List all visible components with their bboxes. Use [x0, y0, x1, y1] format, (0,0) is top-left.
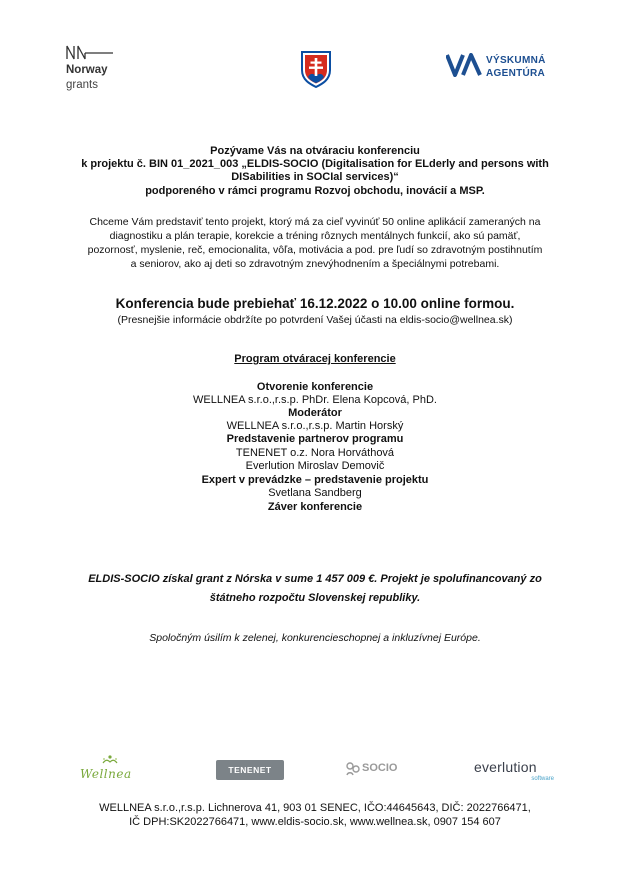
- program-item-closing: Záver konferencie: [267, 501, 363, 513]
- research-agency-logo: [446, 52, 576, 82]
- intro-line3: pozornosť, myslenie, reč, emocionalita, vôľa, motivácia a pod. pre ľudí so zdravotným postihnutím: [87, 244, 543, 256]
- grant-line2: štátneho rozpočtu Slovenskej republiky.: [209, 592, 421, 604]
- norway-grants-logo: [66, 44, 126, 94]
- wellnea-wordmark: Wellnea: [80, 767, 132, 781]
- wellnea-logo: [78, 754, 144, 784]
- socio-wordmark: SOCIO: [362, 762, 398, 774]
- footer-address-line2: IČ DPH:SK2022766471, www.eldis-socio.sk, www.wellnea.sk, 0907 154 607: [129, 816, 501, 828]
- invitation-line2: k projektu č. BIN 01_2021_003 „ELDIS-SOCIO (Digitalisation for ELderly and persons with: [81, 158, 549, 170]
- program-item-partner-everlution: Everlution Miroslav Demovič: [245, 460, 385, 472]
- invitation-line3: DISabilities in SOCIal services)“: [231, 171, 399, 183]
- invitation-line1: Pozývame Vás na otváraciu konferenciu: [210, 145, 420, 157]
- socio-logo: [345, 761, 415, 781]
- program-item-moderator-name: WELLNEA s.r.o.,r.s.p. Martin Horský: [226, 420, 404, 432]
- program-item-expert: Expert v prevádzke – predstavenie projektu: [201, 474, 429, 486]
- conference-headline: Konferencia bude prebiehať 16.12.2022 o 10.00 online formou.: [115, 296, 515, 311]
- program-item-partner-tenenet: TENENET o.z. Nora Horváthová: [235, 447, 395, 459]
- program-item-moderator: Moderátor: [288, 407, 342, 419]
- norway-grants-icon: [66, 44, 114, 60]
- norway-label: Norway: [66, 64, 108, 76]
- invitation-line4: podporeného v rámci programu Rozvoj obchodu, inovácií a MSP.: [145, 185, 485, 197]
- intro-line4: a seniorov, ako aj deti so zdravotným znevýhodnením a špeciálnymi potrebami.: [130, 258, 500, 270]
- agency-name-line2: AGENTÚRA: [486, 68, 546, 79]
- program-item-partners: Predstavenie partnerov programu: [226, 433, 404, 445]
- socio-people-icon: [345, 762, 361, 776]
- everlution-wordmark: everlution: [474, 759, 537, 775]
- tenenet-wordmark: TENENET: [228, 765, 272, 775]
- program-item-opening: Otvorenie konferencie: [256, 381, 374, 393]
- intro-line1: Chceme Vám predstaviť tento projekt, ktorý má za cieľ vyvinúť 50 online aplikácií zameraných na: [89, 216, 541, 228]
- tenenet-logo: [216, 760, 284, 780]
- everlution-logo: [474, 759, 556, 789]
- slogan: Spoločným úsilím k zelenej, konkurencieschopnej a inkluzívnej Európe.: [149, 632, 481, 644]
- agency-name-line1: VÝSKUMNÁ: [486, 55, 546, 66]
- conference-note: (Presnejšie informácie obdržíte po potvrdení Vašej účasti na eldis-socio@wellnea.sk): [117, 314, 513, 326]
- program-item-expert-name: Svetlana Sandberg: [268, 487, 362, 499]
- slovak-coat-of-arms: [300, 50, 332, 88]
- wellnea-leaf-icon: [100, 754, 120, 766]
- program-item-opening-speaker: WELLNEA s.r.o.,r.s.p. PhDr. Elena Kopcová, PhD.: [193, 394, 437, 406]
- agency-va-icon: [446, 53, 482, 77]
- grant-line1: ELDIS-SOCIO získal grant z Nórska v sume 1 457 009 €. Projekt je spolufinancovaný zo: [88, 573, 542, 585]
- everlution-subtitle: software: [531, 776, 554, 782]
- coat-of-arms-icon: [300, 50, 332, 88]
- program-title: Program otváracej konferencie: [234, 353, 396, 365]
- grants-label: grants: [66, 79, 98, 91]
- footer-address-line1: WELLNEA s.r.o.,r.s.p. Lichnerova 41, 903 01 SENEC, IČO:44645643, DIČ: 2022766471,: [99, 802, 531, 814]
- intro-line2: diagnostiku a plán terapie, korekcie a tréning rôznych mentálnych funkcií, ako sú pamäť,: [109, 230, 521, 242]
